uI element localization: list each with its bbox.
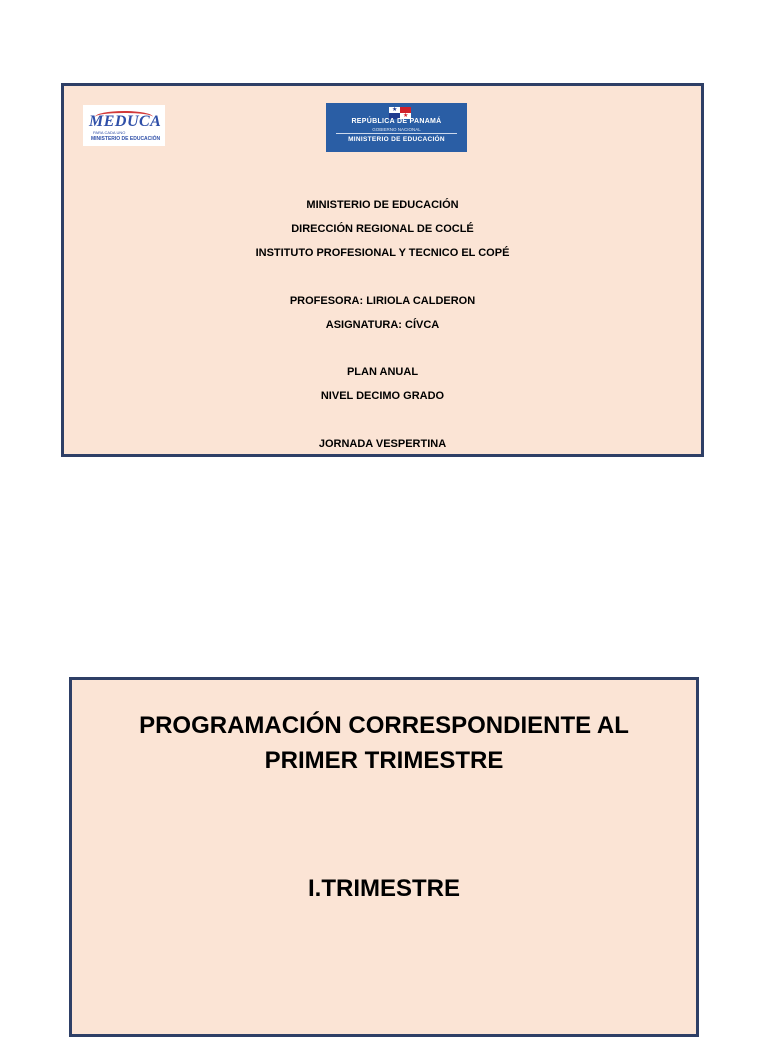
program-box [69, 677, 699, 1037]
program-title-line2: PRIMER TRIMESTRE [264, 747, 504, 774]
trimester-heading: I.TRIMESTRE [307, 875, 460, 902]
panama-logo-line3: MINISTERIO DE EDUCACIÓN [348, 136, 445, 143]
meduca-logo-tagline: PARA CADA UNO [93, 130, 126, 135]
panama-ministry-logo [326, 103, 467, 152]
institute-line: INSTITUTO PROFESIONAL Y TECNICO EL COPÉ [255, 247, 510, 259]
teacher-line: PROFESORA: LIRIOLA CALDERON [289, 295, 476, 307]
grade-level-line: NIVEL DECIMO GRADO [320, 390, 445, 402]
schedule-line: JORNADA VESPERTINA [318, 438, 447, 450]
panama-logo-divider [336, 133, 457, 134]
plan-line: PLAN ANUAL [346, 366, 419, 378]
panama-logo-line2: GOBIERNO NACIONAL [372, 127, 421, 132]
panama-flag-icon: ★ ★ [389, 107, 411, 119]
subject-line: ASIGNATURA: CÍVCA [325, 319, 440, 331]
ministry-line: MINISTERIO DE EDUCACIÓN [306, 199, 459, 211]
program-title [72, 708, 696, 778]
program-title-line1: PROGRAMACIÓN CORRESPONDIENTE AL [139, 712, 629, 739]
regional-direction-line: DIRECCIÓN REGIONAL DE COCLÉ [291, 223, 474, 235]
meduca-logo-word: MEDUCA [89, 113, 162, 130]
panama-logo-line1: REPÚBLICA DE PANAMÁ [351, 118, 442, 125]
cover-box [61, 83, 704, 457]
meduca-logo [83, 105, 165, 146]
meduca-logo-subtitle: MINISTERIO DE EDUCACIÓN [91, 136, 161, 142]
